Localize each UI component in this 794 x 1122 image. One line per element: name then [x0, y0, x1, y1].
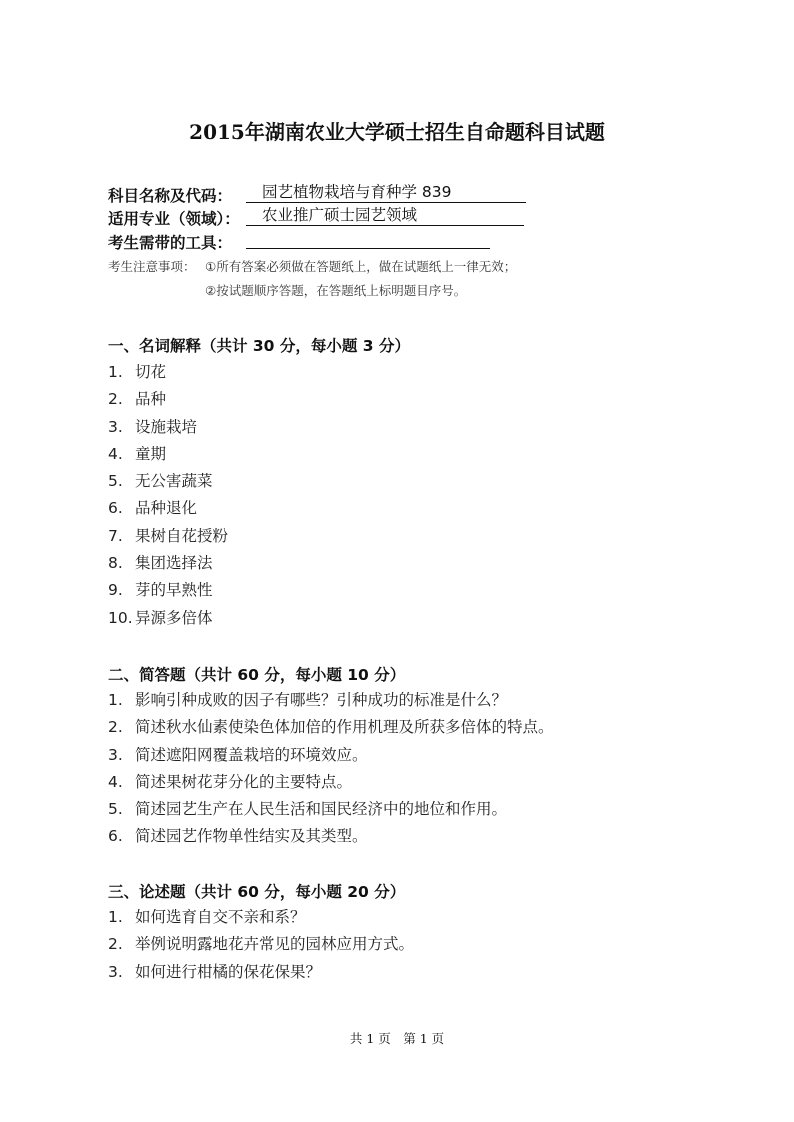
question-text: 简述园艺生产在人民生活和国民经济中的地位和作用。: [135, 800, 508, 819]
question-item: [108, 687, 554, 714]
major-value: 农业推广硕士园艺领域: [246, 205, 524, 226]
question-number: 2.: [108, 390, 123, 409]
question-item: [108, 796, 554, 823]
question-item: [108, 577, 228, 604]
question-item: [108, 742, 554, 769]
question-item: [108, 959, 414, 986]
question-text: 果树自花授粉: [135, 526, 229, 545]
section-heading: 一、名词解释（共计 30 分，每小题 3 分）: [108, 337, 410, 355]
question-text: 如何进行柑橘的保花保果？: [135, 962, 322, 981]
question-number: 2.: [108, 935, 123, 954]
subject-value: 园艺植物栽培与育种学 839: [246, 182, 526, 203]
question-text: 设施栽培: [135, 417, 198, 436]
subject-label: 科目名称及代码：: [108, 187, 233, 205]
question-number: 1.: [108, 691, 123, 709]
question-text: 品种: [135, 390, 167, 409]
question-text: 芽的早熟性: [135, 581, 213, 600]
tools-label: 考生需带的工具：: [108, 234, 233, 252]
question-item: [108, 550, 228, 577]
question-item: [108, 931, 414, 958]
question-item: [108, 414, 228, 441]
question-item: [108, 495, 228, 522]
question-text: 品种退化: [135, 499, 198, 518]
question-number: 7.: [108, 526, 123, 545]
question-number: 4.: [108, 772, 123, 791]
question-number: 3.: [108, 745, 123, 764]
question-item: [108, 468, 228, 495]
question-item: [108, 823, 554, 850]
question-number: 5.: [108, 800, 123, 819]
tools-value: [246, 228, 490, 249]
question-number: 4.: [108, 444, 123, 463]
question-text: 简述秋水仙素使染色体加倍的作用机理及所获多倍体的特点。: [135, 718, 554, 737]
question-item: [108, 605, 228, 632]
question-text: 简述遮阳网覆盖栽培的环境效应。: [135, 745, 368, 764]
question-number: 1.: [108, 908, 123, 926]
question-number: 9.: [108, 581, 123, 600]
question-text: 如何选育自交不亲和系？: [135, 908, 306, 926]
section-items: [108, 687, 554, 851]
section-heading: 二、简答题（共计 60 分，每小题 10 分）: [108, 666, 406, 684]
question-item: [108, 523, 228, 550]
question-item: [108, 386, 228, 413]
question-text: 童期: [135, 444, 167, 463]
question-item: [108, 714, 554, 741]
question-text: 集团选择法: [135, 554, 213, 573]
question-number: 3.: [108, 962, 123, 981]
section-items: [108, 359, 228, 632]
question-item: [108, 769, 554, 796]
page-title: 2015年湖南农业大学硕士招生自命题科目试题: [189, 120, 605, 144]
question-number: 3.: [108, 417, 123, 436]
note-2: ②按试题顺序答题，在答题纸上标明题目序号。: [205, 283, 467, 298]
question-number: 2.: [108, 718, 123, 737]
question-number: 6.: [108, 499, 123, 518]
question-text: 举例说明露地花卉常见的园林应用方式。: [135, 935, 415, 954]
question-text: 异源多倍体: [135, 608, 213, 627]
page-footer: 共 1 页 第 1 页: [349, 1031, 445, 1046]
section-heading: 三、论述题（共计 60 分，每小题 20 分）: [108, 883, 406, 901]
notes-label: 考生注意事项：: [108, 259, 196, 274]
question-text: 切花: [135, 363, 167, 381]
question-number: 1.: [108, 363, 123, 381]
question-item: [108, 441, 228, 468]
question-number: 8.: [108, 554, 123, 573]
section-items: [108, 904, 414, 986]
question-number: 10.: [108, 608, 133, 627]
question-text: 无公害蔬菜: [135, 472, 213, 491]
question-text: 影响引种成败的因子有哪些？引种成功的标准是什么？: [135, 691, 508, 709]
question-item: [108, 904, 414, 931]
question-text: 简述果树花芽分化的主要特点。: [135, 772, 353, 791]
question-number: 6.: [108, 827, 123, 846]
question-item: [108, 359, 228, 386]
question-number: 5.: [108, 472, 123, 491]
question-text: 简述园艺作物单性结实及其类型。: [135, 827, 368, 846]
note-1: ①所有答案必须做在答题纸上，做在试题纸上一律无效；: [205, 259, 517, 274]
major-label: 适用专业（领域）：: [108, 210, 240, 228]
